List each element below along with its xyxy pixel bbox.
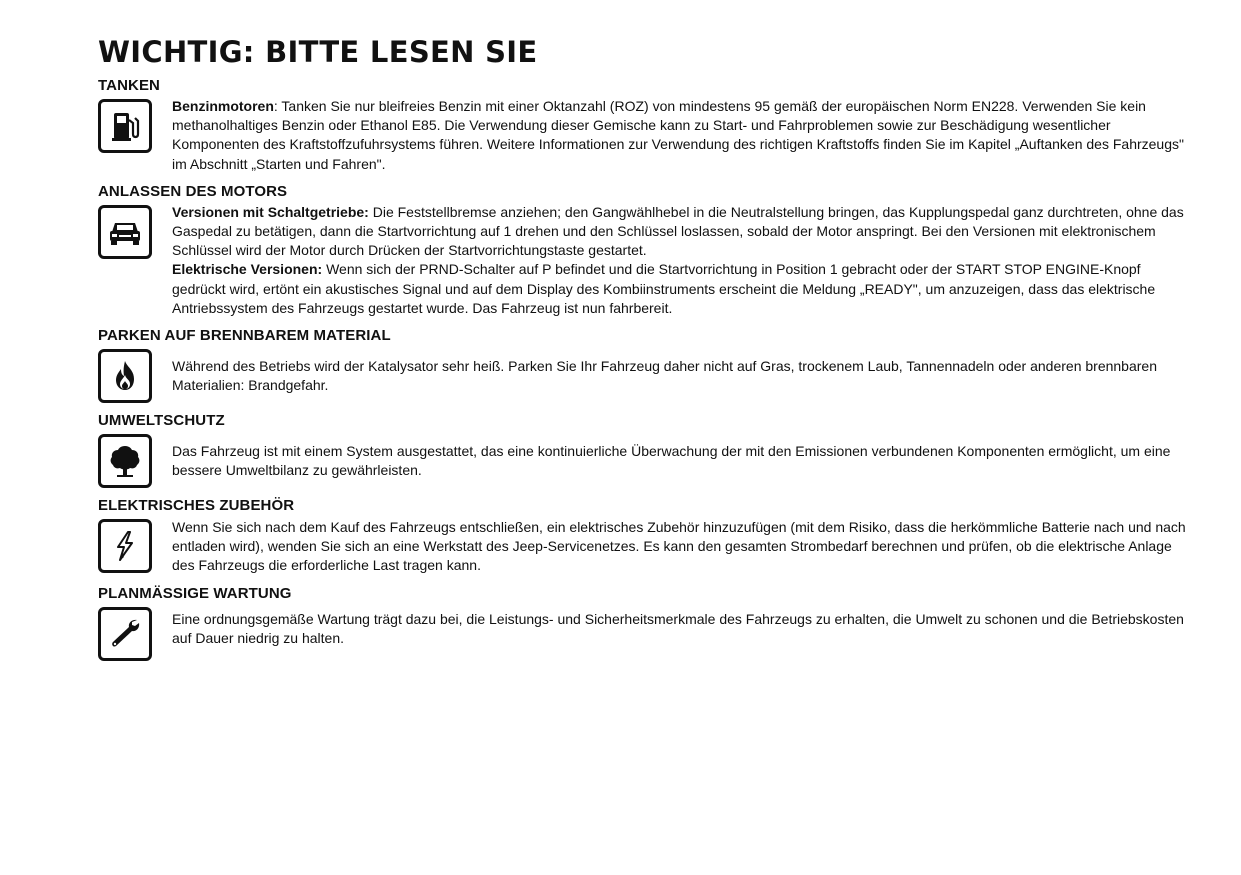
section-umweltschutz bbox=[98, 411, 1188, 488]
section-heading: PARKEN AUF BRENNBAREM MATERIAL bbox=[98, 327, 391, 345]
paragraph-text: Eine ordnungsgemäße Wartung trägt dazu bei, die Leistungs- und Sicherheitsmerkmale des Fahrzeugs zu erhalten, die Umwelt zu schonen und die Betriebskosten auf Dauer niedrig zu halten. bbox=[172, 610, 1184, 646]
paragraph bbox=[172, 518, 1188, 576]
paragraph-text: : Tanken Sie nur bleifreies Benzin mit einer Oktanzahl (ROZ) von mindestens 95 gemäß der europäischen Norm EN228. Verwenden Sie kein methanolhaltiges Benzin oder Ethanol E85. Die Verwendung dieser Gemische kann zu Start- und Fahrproblemen sowie zur Beschädigung wesentlicher Komponenten des Kraftstoffzufuhrsystems führen. Weitere Informationen zur Verwendung des richtigen Kraftstoffs finden Sie im Kapitel „Auftanken des Fahrzeugs" im Abschnitt „Starten und Fahren". bbox=[172, 98, 1184, 172]
paragraph bbox=[172, 203, 1188, 261]
fuel-pump-icon bbox=[98, 99, 152, 153]
section-tanken bbox=[98, 76, 1188, 174]
section-anlassen bbox=[98, 182, 1188, 318]
car-front-icon bbox=[98, 205, 152, 259]
paragraph bbox=[172, 357, 1188, 395]
section-text bbox=[172, 97, 1188, 174]
section-text bbox=[172, 347, 1188, 395]
section-zubehoer bbox=[98, 496, 1188, 576]
paragraph bbox=[172, 442, 1188, 480]
paragraph bbox=[172, 610, 1188, 648]
page-title: WICHTIG: BITTE LESEN SIE bbox=[98, 35, 538, 69]
paragraph-lead: Elektrische Versionen: bbox=[172, 261, 323, 278]
paragraph bbox=[172, 260, 1188, 318]
wrench-icon bbox=[98, 607, 152, 661]
paragraph-lead: Versionen mit Schaltgetriebe: bbox=[172, 203, 369, 220]
section-text bbox=[172, 432, 1188, 480]
paragraph-text: Die Feststellbremse anziehen; den Gangwählhebel in die Neutralstellung bringen, das Kupplungspedal ganz durchtreten, ohne das Gaspedal zu betätigen, dann die Startvorrichtung auf 1 drehen und den Schlüssel loslassen, sobald der Motor anspringt. Bei den Versionen mit elektronischem Schlüssel wird der Motor durch Drücken der Startvorrichtungstaste gestartet. bbox=[172, 203, 1184, 259]
section-heading: TANKEN bbox=[98, 77, 160, 94]
section-parken bbox=[98, 326, 1188, 403]
section-wartung bbox=[98, 584, 1188, 661]
page bbox=[98, 34, 1188, 661]
section-heading: PLANMÄSSIGE WARTUNG bbox=[98, 584, 292, 602]
section-text bbox=[172, 203, 1188, 318]
paragraph bbox=[172, 97, 1188, 174]
paragraph-text: Das Fahrzeug ist mit einem System ausgestattet, das eine kontinuierliche Überwachung der mit den Emissionen verbundenen Komponenten ermöglicht, um eine bessere Umweltbilanz zu gewährleisten. bbox=[172, 443, 1171, 479]
section-heading: ANLASSEN DES MOTORS bbox=[98, 182, 288, 200]
paragraph-text: Wenn sich der PRND-Schalter auf P befindet und die Startvorrichtung in Position 1 gebracht oder der START STOP ENGINE-Knopf gedrückt wird, ertönt ein akustisches Signal und auf dem Display des Kombiinstruments erscheint die Meldung „READY", um anzuzeigen, dass das elektrische Antriebssystem des Fahrzeugs gestartet wurde. Das Fahrzeug ist nun fahrbereit. bbox=[172, 261, 1156, 316]
section-heading: UMWELTSCHUTZ bbox=[98, 412, 225, 430]
section-text bbox=[172, 605, 1188, 648]
tree-icon bbox=[98, 434, 152, 488]
paragraph-lead: Benzinmotoren bbox=[172, 98, 274, 114]
flame-icon bbox=[98, 349, 152, 403]
lightning-bolt-icon bbox=[98, 519, 152, 573]
paragraph-text: Wenn Sie sich nach dem Kauf des Fahrzeugs entschließen, ein elektrisches Zubehör hinzuzufügen (mit dem Risiko, dass die herkömmliche Batterie nach und nach entladen wird), wenden Sie sich an eine Werkstatt des Jeep-Servicenetzes. Es kann den gesamten Strombedarf berechnen und prüfen, ob die elektrische Anlage des Fahrzeugs die erforderliche Last tragen kann. bbox=[172, 519, 1186, 574]
paragraph-text: Während des Betriebs wird der Katalysator sehr heiß. Parken Sie Ihr Fahrzeug daher nicht auf Gras, trockenem Laub, Tannennadeln oder anderen brennbaren Materialien: Brandgefahr. bbox=[172, 358, 1157, 394]
section-text bbox=[172, 517, 1188, 576]
section-heading: ELEKTRISCHES ZUBEHÖR bbox=[98, 497, 295, 515]
